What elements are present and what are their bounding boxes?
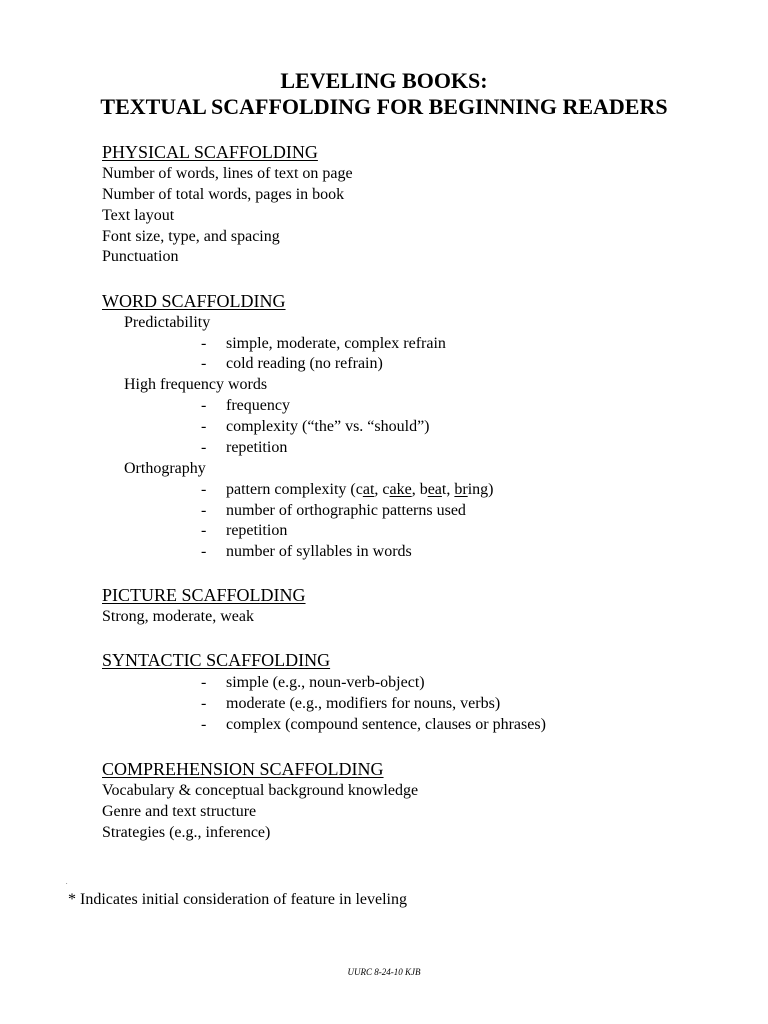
high-frequency-item: repetition bbox=[226, 439, 288, 456]
underlined-pattern: at bbox=[362, 481, 375, 498]
picture-scaffolding-heading: PICTURE SCAFFOLDING bbox=[102, 585, 306, 605]
physical-scaffolding-heading: PHYSICAL SCAFFOLDING bbox=[102, 142, 318, 162]
leveling-note: * Indicates initial consideration of feature in leveling bbox=[68, 891, 407, 908]
picture-text: Strong, moderate, weak bbox=[102, 608, 254, 625]
bullet-dash: - bbox=[201, 502, 207, 519]
bullet-dash: - bbox=[201, 695, 207, 712]
comprehension-item: Vocabulary & conceptual background knowledge bbox=[102, 782, 419, 799]
high-frequency-label: High frequency words bbox=[124, 376, 268, 393]
document-title-line-2: TEXTUAL SCAFFOLDING FOR BEGINNING READERS bbox=[100, 94, 668, 119]
page-footer: UURC 8-24-10 KJB bbox=[347, 967, 421, 977]
bullet-dash: - bbox=[201, 397, 207, 414]
bullet-dash: - bbox=[201, 522, 207, 539]
bullet-dash: - bbox=[201, 355, 207, 372]
comprehension-scaffolding-heading: COMPREHENSION SCAFFOLDING bbox=[102, 759, 384, 779]
physical-item: Number of total words, pages in book bbox=[102, 186, 345, 203]
pattern-text: t, bbox=[441, 481, 455, 498]
comprehension-item: Strategies (e.g., inference) bbox=[102, 824, 271, 841]
bullet-dash: - bbox=[201, 674, 207, 691]
syntactic-scaffolding-heading: SYNTACTIC SCAFFOLDING bbox=[102, 650, 331, 670]
word-scaffolding-heading: WORD SCAFFOLDING bbox=[102, 291, 286, 311]
pattern-text: , b bbox=[411, 481, 428, 498]
predictability-item: simple, moderate, complex refrain bbox=[226, 335, 446, 352]
syntactic-item: complex (compound sentence, clauses or phrases) bbox=[226, 716, 546, 733]
physical-item: Font size, type, and spacing bbox=[102, 228, 280, 245]
pattern-text: , c bbox=[374, 481, 390, 498]
orthography-item: number of orthographic patterns used bbox=[226, 502, 466, 519]
high-frequency-item: complexity (“the” vs. “should”) bbox=[226, 418, 430, 435]
syntactic-item: simple (e.g., noun-verb-object) bbox=[226, 674, 425, 691]
bullet-dash: - bbox=[201, 481, 207, 498]
bullet-dash: - bbox=[201, 543, 207, 560]
underlined-pattern: ake bbox=[389, 481, 412, 498]
orthography-item: number of syllables in words bbox=[226, 543, 412, 560]
high-frequency-item: frequency bbox=[226, 397, 290, 414]
orthography-label: Orthography bbox=[124, 460, 206, 477]
pattern-text: pattern complexity (c bbox=[226, 481, 363, 498]
bullet-dash: - bbox=[201, 418, 207, 435]
pattern-text: ing) bbox=[467, 481, 494, 498]
orthography-pattern-item bbox=[226, 480, 493, 500]
syntactic-item: moderate (e.g., modifiers for nouns, verbs) bbox=[226, 695, 501, 712]
predictability-label: Predictability bbox=[124, 314, 211, 331]
predictability-item: cold reading (no refrain) bbox=[226, 355, 383, 372]
physical-item: Punctuation bbox=[102, 248, 179, 265]
stray-dot: . bbox=[66, 880, 68, 886]
underlined-pattern: ea bbox=[427, 481, 442, 498]
underlined-pattern: br bbox=[454, 481, 468, 498]
physical-item: Number of words, lines of text on page bbox=[102, 165, 353, 182]
physical-item: Text layout bbox=[102, 207, 175, 224]
bullet-dash: - bbox=[201, 716, 207, 733]
orthography-item: repetition bbox=[226, 522, 288, 539]
bullet-dash: - bbox=[201, 335, 207, 352]
comprehension-item: Genre and text structure bbox=[102, 803, 257, 820]
bullet-dash: - bbox=[201, 439, 207, 456]
document-title-line-1: LEVELING BOOKS: bbox=[280, 68, 488, 93]
